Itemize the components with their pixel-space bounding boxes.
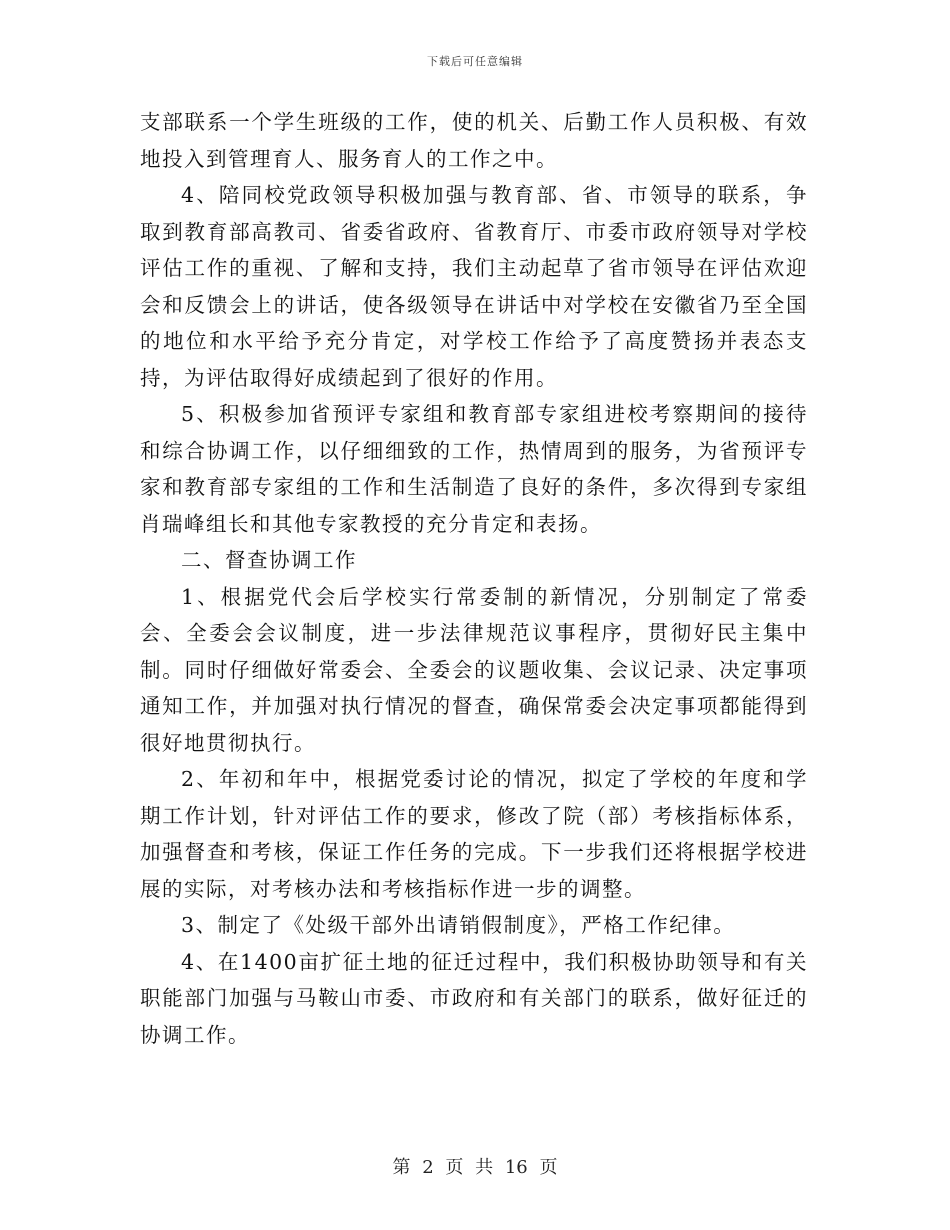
paragraph: 1、根据党代会后学校实行常委制的新情况，分别制定了常委会、全委会会议制度，进一步法律规范议事程序，贯彻好民主集中制。同时仔细做好常委会、全委会的议题收集、会议记录、决定事项通知工作，并加强对执行情况的督查，确保常委会决定事项都能得到很好地贯彻执行。 [140,584,808,755]
section-heading: 二、督查协调工作 [181,548,357,572]
page-number: 第 2 页 共 16 页 [392,1157,558,1178]
paragraph: 4、在1400亩扩征土地的征迁过程中，我们积极协助领导和有关职能部门加强与马鞍山市委、市政府和有关部门的联系，做好征迁的协调工作。 [140,949,808,1047]
paragraph: 支部联系一个学生班级的工作，使的机关、后勤工作人员积极、有效地投入到管理育人、服务育人的工作之中。 [140,110,808,171]
paragraph: 3、制定了《处级干部外出请销假制度》，严格工作纪律。 [181,913,736,937]
paragraph: 5、积极参加省预评专家组和教育部专家组进校考察期间的接待和综合协调工作，以仔细细致的工作，热情周到的服务，为省预评专家和教育部专家组的工作和生活制造了良好的条件，多次得到专家组肖瑞峰组长和其他专家教授的充分肯定和表扬。 [140,402,808,536]
document-body [140,104,808,1053]
paragraph: 4、陪同校党政领导积极加强与教育部、省、市领导的联系，争取到教育部高教司、省委省政府、省教育厅、市委市政府领导对学校评估工作的重视、了解和支持，我们主动起草了省市领导在评估欢迎会和反馈会上的讲话，使各级领导在讲话中对学校在安徽省乃至全国的地位和水平给予充分肯定，对学校工作给予了高度赞扬并表态支持，为评估取得好成绩起到了很好的作用。 [140,183,808,390]
page-header: 下载后可任意编辑 [427,55,523,68]
paragraph: 2、年初和年中，根据党委讨论的情况，拟定了学校的年度和学期工作计划，针对评估工作的要求，修改了院（部）考核指标体系，加强督查和考核，保证工作任务的完成。下一步我们还将根据学校进展的实际，对考核办法和考核指标作进一步的调整。 [140,767,808,901]
